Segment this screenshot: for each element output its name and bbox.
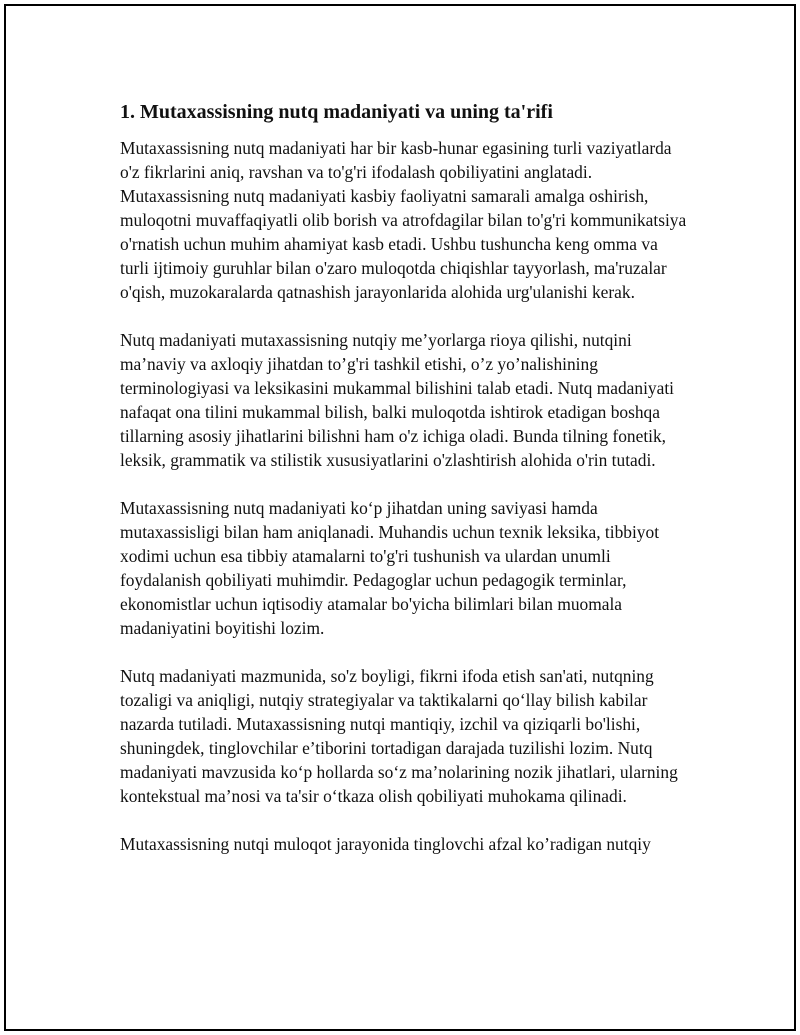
document-body: [120, 98, 690, 880]
section-heading: 1. Mutaxassisning nutq madaniyati va uning ta'rifi: [120, 101, 553, 123]
page-frame: [4, 4, 796, 1031]
paragraph-3: Mutaxassisning nutq madaniyati ko‘p jihatdan uning saviyasi hamda mutaxassisligi bilan ham aniqlanadi. Muhandis uchun texnik leksika, tibbiyot xodimi uchun esa tibbiy atamalarni to'g'ri tushunish va ulardan unumli foydalanish qobiliyati muhimdir. Pedagoglar uchun pedagogik terminlar, ekonomistlar uchun iqtisodiy atamalar bo'yicha bilimlari bilan muomala madaniyatini boyitishi lozim.: [120, 498, 660, 638]
paragraph-4: Nutq madaniyati mazmunida, so'z boyligi, fikrni ifoda etish san'ati, nutqning tozaligi va aniqligi, nutqiy strategiyalar va taktikalarni qo‘llay bilish kabilar nazarda tutiladi. Mutaxassisning nutqi mantiqiy, izchil va qiziqarli bo'lishi, shuningdek, tinglovchilar e’tiborini tortadigan darajada tuzilishi lozim. Nutq madaniyati mavzusida ko‘p hollarda so‘z ma’nolarining nozik jihatlari, ularning kontekstual ma’nosi va ta'sir o‘tkaza olish qobiliyati muhokama qilinadi.: [120, 666, 678, 806]
paragraph-1: Mutaxassisning nutq madaniyati har bir kasb-hunar egasining turli vaziyatlarda o'z fikrlarini aniq, ravshan va to'g'ri ifodalash qobiliyatini anglatadi. Mutaxassisning nutq madaniyati kasbiy faoliyatni samarali amalga oshirish, muloqotni muvaffaqiyatli olib borish va atrofdagilar bilan to'g'ri kommunikatsiya o'rnatish uchun muhim ahamiyat kasb etadi. Ushbu tushuncha keng omma va turli ijtimoiy guruhlar bilan o'zaro muloqotda chiqishlar tayyorlash, ma'ruzalar o'qish, muzokaralarda qatnashish jarayonlarida alohida urg'ulanishi kerak.: [120, 138, 687, 302]
paragraph-2: Nutq madaniyati mutaxassisning nutqiy me’yorlarga rioya qilishi, nutqini ma’naviy va axloqiy jihatdan to’g'ri tashkil etishi, o’z yo’nalishining terminologiyasi va leksikasini mukammal bilishini talab etadi. Nutq madaniyati nafaqat ona tilini mukammal bilish, balki muloqotda ishtirok etadigan boshqa tillarning asosiy jihatlarini bilishni ham o'z ichiga oladi. Bunda tilning fonetik, leksik, grammatik va stilistik xususiyatlarini o'zlashtirish alohida o'rin tutadi.: [120, 330, 674, 470]
paragraph-5: Mutaxassisning nutqi muloqot jarayonida tinglovchi afzal ko’radigan nutqiy: [120, 834, 651, 854]
